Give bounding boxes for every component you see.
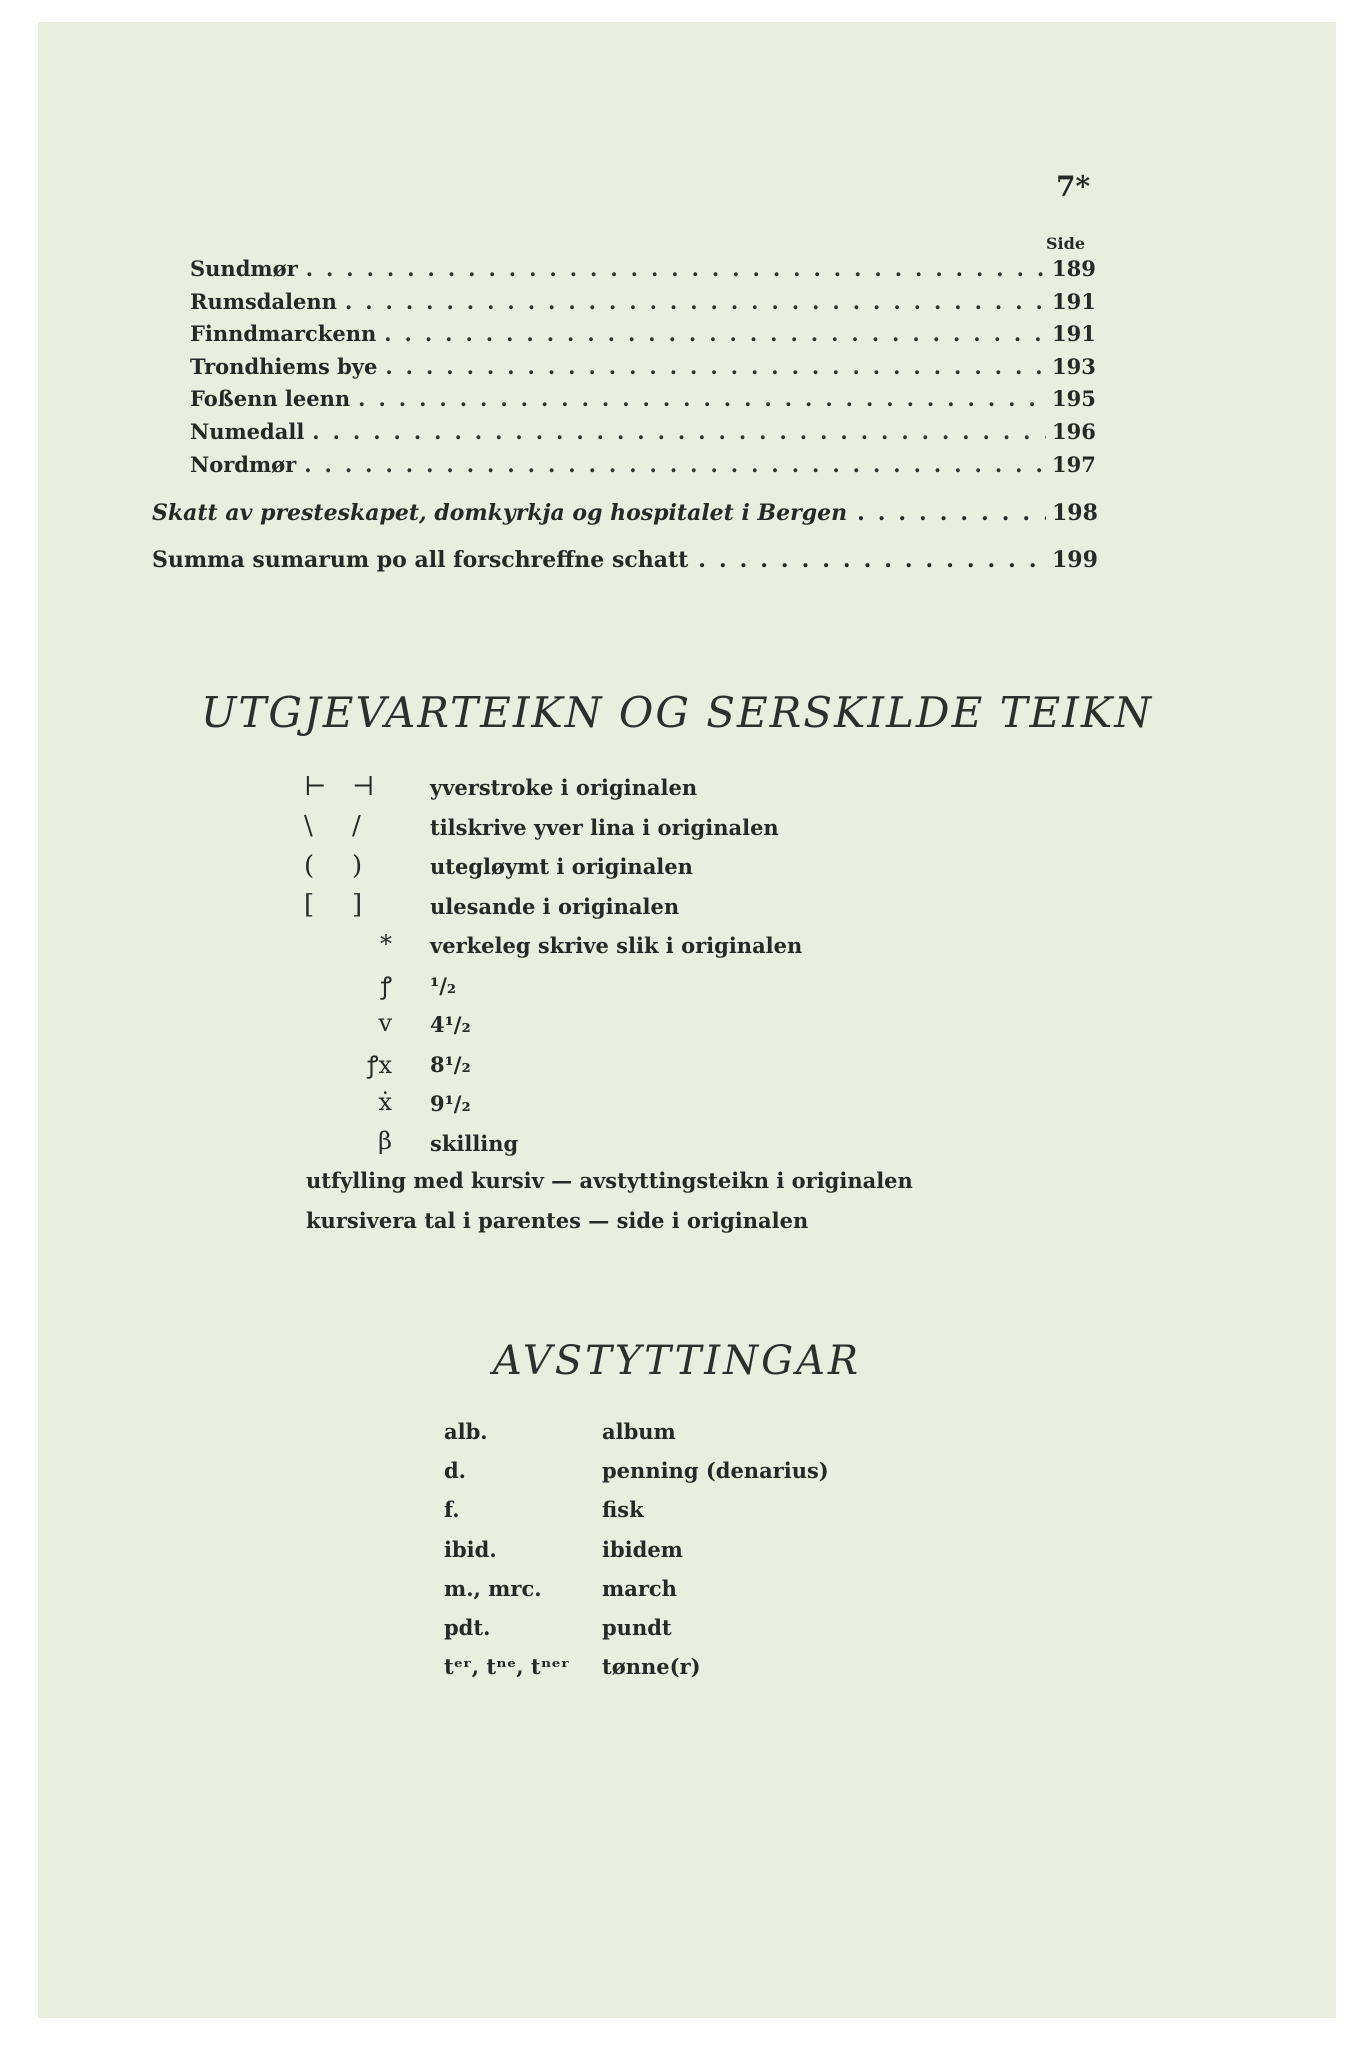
sign-symbol-right: ꝭx <box>367 1051 392 1080</box>
toc-entry-page: 196 <box>1052 418 1096 444</box>
toc-entry-label: Rumsdalenn <box>190 288 337 314</box>
page-number: 7* <box>1056 170 1091 203</box>
abbreviation-row <box>444 1530 944 1569</box>
toc-main-page: 198 <box>1052 500 1098 526</box>
abbreviation-row <box>444 1451 944 1490</box>
abbreviation-term: tᵉʳ, tⁿᵉ, tⁿᵉʳ <box>444 1654 570 1680</box>
sign-row <box>300 768 1100 808</box>
toc-entry-label: Foßenn leenn <box>190 386 351 412</box>
abbreviation-meaning: tønne(r) <box>602 1654 701 1680</box>
sign-meaning: 8¹/₂ <box>430 1051 471 1077</box>
sign-row <box>300 1084 1100 1124</box>
abbreviation-meaning: march <box>602 1575 677 1601</box>
sign-meaning: ulesande i originalen <box>430 893 680 919</box>
sign-note-line: kursivera tal i parentes — side i originalen <box>306 1207 809 1233</box>
sign-symbol-right: ) <box>352 850 363 881</box>
sign-meaning: yverstroke i originalen <box>430 775 698 801</box>
heading-abbreviations: AVSTYTTINGAR <box>492 1338 862 1384</box>
toc-column-label: Side <box>1046 234 1085 253</box>
abbreviation-term: f. <box>444 1497 460 1523</box>
sign-row <box>300 1005 1100 1045</box>
sign-row <box>300 1045 1100 1085</box>
sign-symbol-right: v <box>378 1008 392 1037</box>
sign-symbol <box>300 809 430 845</box>
toc-main-page: 199 <box>1052 547 1098 573</box>
sign-symbol <box>300 1086 430 1122</box>
toc-entry-page: 191 <box>1052 321 1096 347</box>
toc-entry-label: Numedall <box>190 418 305 444</box>
sign-symbol-right: ⊣ <box>352 771 375 802</box>
sign-meaning: 4¹/₂ <box>430 1012 471 1038</box>
sign-note-line: utfylling med kursiv — avstyttingsteikn i originalen <box>306 1167 913 1193</box>
leader-dots <box>376 321 1046 346</box>
leader-dots <box>304 419 1046 444</box>
sign-row <box>300 847 1100 887</box>
toc-entry-page: 191 <box>1052 288 1096 314</box>
abbreviation-row <box>444 1608 944 1647</box>
sign-row <box>300 926 1100 966</box>
leader-dots <box>350 386 1046 411</box>
abbreviation-row <box>444 1412 944 1451</box>
toc-entry <box>190 288 1096 322</box>
toc-entry-label: Nordmør <box>190 451 297 477</box>
sign-meaning: 9¹/₂ <box>430 1091 471 1117</box>
sign-symbol-right: ẋ <box>378 1087 392 1116</box>
sign-row <box>300 887 1100 927</box>
abbreviation-list <box>444 1412 944 1686</box>
toc-entry-label: Trondhiems bye <box>190 353 378 379</box>
leader-dots <box>847 500 1046 526</box>
signs-notes <box>306 1160 1106 1240</box>
abbreviation-term: d. <box>444 1458 466 1484</box>
leader-dots <box>377 354 1046 379</box>
toc-main-label: Skatt av presteskapet, domkyrkja og hospitalet i Bergen <box>152 500 848 526</box>
sign-meaning: utegløymt i originalen <box>430 854 693 880</box>
sign-symbol <box>300 967 430 1003</box>
signs-list <box>300 768 1100 1163</box>
sign-symbol-left: \ <box>304 811 313 842</box>
toc-entry <box>190 386 1096 419</box>
toc-entry-label: Finndmarckenn <box>190 321 377 347</box>
abbreviation-meaning: fisk <box>602 1497 644 1523</box>
abbreviation-term: m., mrc. <box>444 1575 542 1601</box>
abbreviation-term: pdt. <box>444 1615 491 1641</box>
toc-main-label: Summa sumarum po all forschreffne schatt <box>152 547 689 573</box>
toc-entry <box>190 321 1096 354</box>
heading-editor-signs: UTGJEVARTEIKN OG SERSKILDE TEIKN <box>201 688 1153 737</box>
sign-symbol-right: β <box>378 1127 392 1156</box>
sign-symbol <box>300 928 430 964</box>
toc-entry <box>190 353 1096 387</box>
toc-main-entry <box>152 500 1098 547</box>
sign-row <box>300 966 1100 1006</box>
leader-dots <box>296 452 1046 477</box>
abbreviation-term: alb. <box>444 1419 488 1445</box>
leader-dots <box>337 289 1046 314</box>
abbreviation-term: ibid. <box>444 1536 497 1562</box>
toc-entry <box>190 451 1096 485</box>
abbreviation-meaning: pundt <box>602 1615 672 1641</box>
sign-symbol <box>300 1046 430 1082</box>
sign-symbol <box>300 849 430 885</box>
leader-dots <box>688 547 1046 573</box>
abbreviation-meaning: penning (denarius) <box>602 1458 829 1484</box>
toc-entry-page: 193 <box>1052 353 1096 379</box>
toc-entry <box>190 418 1096 452</box>
sign-meaning: verkeleg skrive slik i originalen <box>430 933 803 959</box>
sign-meaning: skilling <box>430 1130 519 1156</box>
toc-entry-page: 189 <box>1052 256 1096 281</box>
sign-symbol <box>300 1007 430 1043</box>
sign-symbol-right: ꝭ <box>380 972 392 1001</box>
toc-entry-page: 195 <box>1052 386 1096 412</box>
sign-symbol <box>300 770 430 806</box>
abbreviation-meaning: ibidem <box>602 1536 683 1562</box>
abbreviation-row <box>444 1647 944 1686</box>
sign-symbol-left: [ <box>304 890 315 921</box>
sign-symbol-right: / <box>352 811 361 842</box>
sign-symbol <box>300 1125 430 1161</box>
sign-symbol-left: ⊢ <box>304 771 327 802</box>
toc-entry-label: Sundmør <box>190 256 298 281</box>
sign-row <box>300 808 1100 848</box>
leader-dots <box>298 256 1046 281</box>
toc-list <box>190 256 1096 484</box>
sign-symbol-left: ( <box>304 850 315 881</box>
abbreviation-meaning: album <box>602 1419 676 1445</box>
sign-symbol-right: * <box>380 929 392 958</box>
sign-symbol-right: ] <box>352 890 363 921</box>
toc-main-list <box>152 500 1098 594</box>
sign-symbol <box>300 888 430 924</box>
abbreviation-row <box>444 1569 944 1608</box>
toc-entry <box>190 256 1096 289</box>
toc-main-entry <box>152 547 1098 594</box>
toc-entry-page: 197 <box>1052 451 1096 477</box>
sign-meaning: tilskrive yver lina i originalen <box>430 814 779 840</box>
sign-meaning: ¹/₂ <box>430 972 457 998</box>
abbreviation-row <box>444 1490 944 1529</box>
sign-row <box>300 1124 1100 1164</box>
